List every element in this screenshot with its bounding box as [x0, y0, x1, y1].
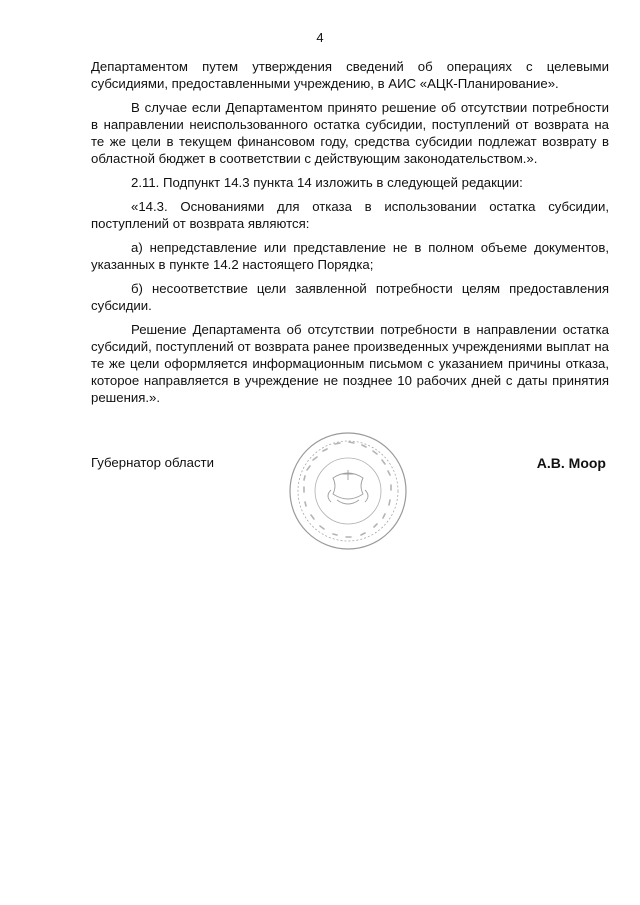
paragraph: 2.11. Подпункт 14.3 пункта 14 изложить в следующей редакции: [131, 175, 523, 190]
official-seal-icon [287, 430, 409, 552]
page-number: 4 [316, 30, 324, 45]
paragraph: «14.3. Основаниями для отказа в использовании остатка субсидии, поступлений от возврата являются: [91, 199, 609, 231]
paragraph: Решение Департамента об отсутствии потребности в направлении остатка субсидий, поступлений от возврата ранее произведенных учреждениями выплат на те же цели оформляется информационным письмом с указанием причины отказа, которое направляется в учреждение не позднее 10 рабочих дней с даты принятия решения.». [91, 322, 609, 405]
paragraph: В случае если Департаментом принято решение об отсутствии потребности в направлении неиспользованного остатка субсидии, поступлений от возврата на те же цели в текущем финансовом году, средства субсидии подлежат возврату в областной бюджет в соответствии с действующим законодательством.». [91, 100, 609, 166]
paragraph: б) несоответствие цели заявленной потребности целям предоставления субсидии. [91, 281, 609, 313]
paragraph: Департаментом путем утверждения сведений об операциях с целевыми субсидиями, предоставленными учреждению, в АИС «АЦК-Планирование». [91, 59, 609, 91]
signatory-position: Губернатор области [91, 455, 214, 470]
paragraph: а) непредставление или представление не в полном объеме документов, указанных в пункте 14.2 настоящего Порядка; [91, 240, 609, 272]
signatory-name: А.В. Моор [536, 455, 606, 471]
document-body [91, 58, 609, 413]
